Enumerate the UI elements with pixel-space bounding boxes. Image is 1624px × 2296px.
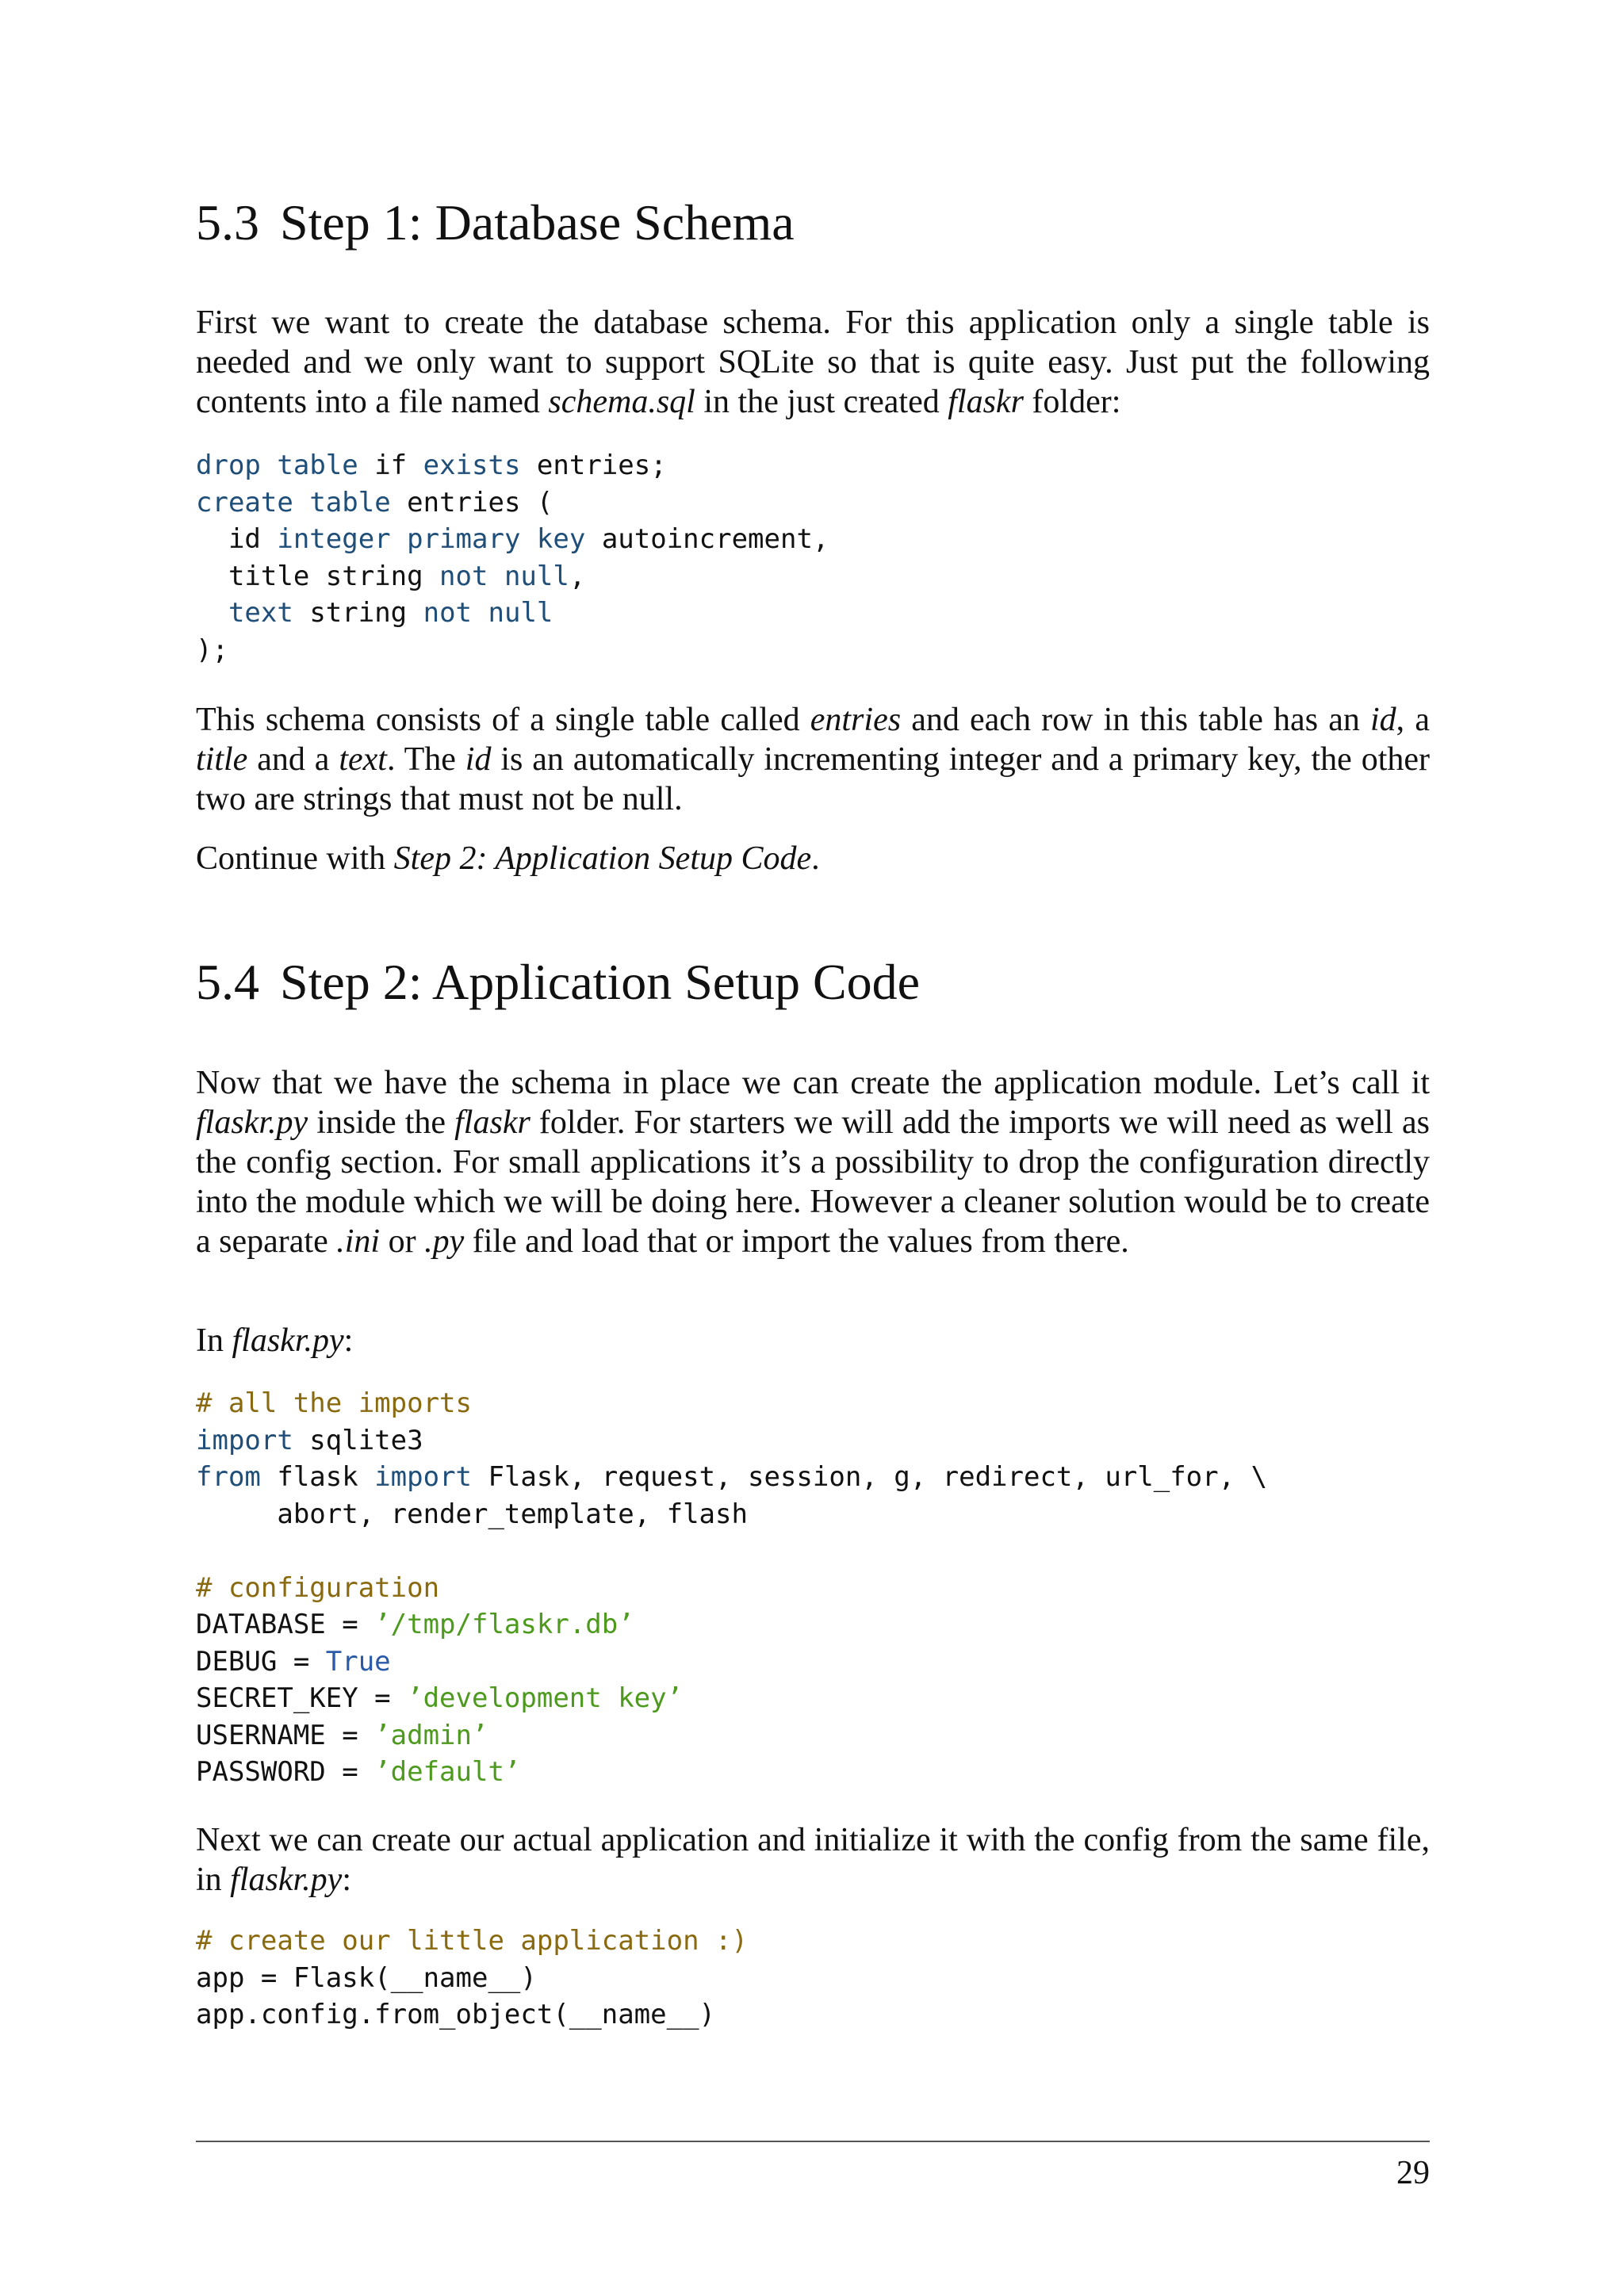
paragraph-continue: Continue with Step 2: Application Setup Code. <box>196 840 820 877</box>
section-heading-5-3 <box>196 193 795 252</box>
code-block-create-app: # create our little application :) app = Flask(__name__) app.config.from_object(__name__) <box>196 1925 748 2030</box>
link-step-2[interactable]: Step 2: Application Setup Code <box>393 840 812 877</box>
document-page <box>196 0 1430 2296</box>
folder-flaskr: flaskr <box>948 384 1024 420</box>
section-number: 5.3 <box>196 194 259 251</box>
paragraph-create-app: Next we can create our actual application and initialize it with the config from the same file, in flaskr.py: <box>196 1822 1430 1898</box>
paragraph-app-intro: Now that we have the schema in place we can create the application module. Let’s call it flaskr.py inside the flaskr folder. For starters we will add the imports we will need as well as the config section. For small applications it’s a possibility to drop the configuration directly into the module which we will be doing here. However a cleaner solution would be to create a separate .ini or .py file and load that or import the values from there. <box>196 1065 1430 1260</box>
code-block-schema: drop table if exists entries; create table entries ( id integer primary key autoincrement, title string not null, text string not null ); <box>196 450 829 666</box>
paragraph-schema-explain: This schema consists of a single table called entries and each row in this table has an id, a title and a text. The id is an automatically incrementing integer and a primary key, the other two are strings that must not be null. <box>196 702 1431 817</box>
paragraph-schema-intro: First we want to create the database schema. For this application only a single table is needed and we only want to support SQLite so that is quite easy. Just put the following contents into a file named schema.sql in the just created flaskr folder: <box>196 304 1430 420</box>
section-title: Step 1: Database Schema <box>280 194 795 251</box>
paragraph-in-flaskr: In flaskr.py: <box>196 1322 354 1359</box>
section-title: Step 2: Application Setup Code <box>280 954 921 1010</box>
footer-rule <box>196 2141 1430 2142</box>
code-block-imports-config: # all the imports import sqlite3 from flask import Flask, request, session, g, redirect, url_for, \ abort, render_template, flash # configuration DATABASE = ’/tmp/flaskr.db’ DEBUG = True SECRET_KEY = ’development key’ USERNAME = ’admin’ PASSWORD = ’default’ <box>196 1387 1268 1788</box>
filename-schema-sql: schema.sql <box>548 384 695 420</box>
page-number: 29 <box>1396 2155 1430 2191</box>
section-number: 5.4 <box>196 954 259 1010</box>
section-heading-5-4 <box>196 953 920 1012</box>
